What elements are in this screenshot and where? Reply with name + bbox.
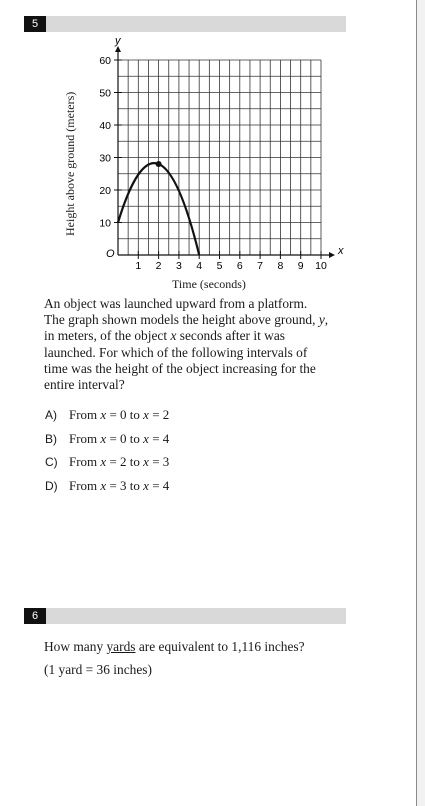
stem-line: The graph shown models the height above ground, xyxy=(44,312,319,328)
y-tick-label: 40 xyxy=(99,120,111,132)
page-edge xyxy=(416,0,425,806)
x-tick-label: 8 xyxy=(277,260,284,272)
header-band xyxy=(46,16,346,32)
choice-var: x xyxy=(143,454,149,469)
stem-line: seconds after it was xyxy=(176,328,285,344)
y-tick-label: 60 xyxy=(99,55,111,67)
x-tick-label: 3 xyxy=(175,260,182,272)
choice-text: From xyxy=(69,407,101,422)
x-tick-label: 10 xyxy=(315,260,327,272)
choice-var: x xyxy=(143,477,149,493)
question-6-header xyxy=(24,608,346,624)
y-tick-label: 30 xyxy=(99,152,111,165)
x-tick-label: 5 xyxy=(216,260,223,272)
answer-choices xyxy=(45,407,169,501)
stem-line: An object was launched upward from a platform. xyxy=(44,296,308,311)
choice-letter: B) xyxy=(45,431,57,446)
choice-text: = 4 xyxy=(148,430,170,446)
stem-var: x xyxy=(170,328,177,344)
stem-line: , xyxy=(324,312,329,328)
choice-text: From xyxy=(69,454,101,469)
choice-c[interactable] xyxy=(45,454,169,478)
choice-var: x xyxy=(143,407,149,422)
x-tick-label: 9 xyxy=(297,260,304,272)
x-tick-label: 2 xyxy=(155,260,162,272)
choice-var: x xyxy=(143,430,149,446)
x-tick-label: 4 xyxy=(196,260,203,272)
q6-conversion: (1 yard = 36 inches) xyxy=(44,662,152,677)
q6-text: How many xyxy=(44,639,107,654)
header-band xyxy=(46,608,346,624)
question-number: 6 xyxy=(24,608,46,624)
question-5-stem xyxy=(44,296,340,393)
x-tick-label: 6 xyxy=(236,260,243,272)
vertex-point xyxy=(156,161,162,167)
question-5-header xyxy=(24,16,346,32)
choice-text: = 3 xyxy=(148,454,170,469)
choice-letter: C) xyxy=(45,455,58,469)
choice-text: = 0 to xyxy=(106,407,144,422)
chart-svg xyxy=(60,35,344,296)
choice-text: = 2 xyxy=(148,407,170,422)
y-tick-label: 20 xyxy=(99,185,111,197)
choice-a[interactable] xyxy=(45,407,169,431)
choice-text: From xyxy=(69,477,101,493)
q6-text: are equivalent to 1,116 inches? xyxy=(135,639,305,654)
stem-line: time was the height of the object increasing for the xyxy=(44,360,316,376)
question-number: 5 xyxy=(24,16,46,32)
stem-line: entire interval? xyxy=(44,377,125,393)
choice-var: x xyxy=(100,477,107,493)
choice-var: x xyxy=(100,407,107,422)
x-axis-letter: x xyxy=(338,245,344,257)
y-tick-label: 10 xyxy=(99,217,111,230)
q6-underlined-word: yards xyxy=(106,639,136,654)
question-6-text xyxy=(44,635,305,681)
stem-var: y xyxy=(318,312,325,328)
x-axis-label: Time (seconds) xyxy=(172,277,246,291)
choice-text: From xyxy=(69,430,101,446)
choice-var: x xyxy=(100,454,107,469)
choice-text: = 4 xyxy=(148,477,170,493)
choice-text: = 0 to xyxy=(106,430,144,446)
y-axis-letter: y xyxy=(115,35,121,47)
choice-text: = 2 to xyxy=(106,454,144,469)
x-axis-arrow xyxy=(329,252,335,258)
origin-label: O xyxy=(106,248,115,260)
choice-b[interactable] xyxy=(45,431,169,455)
x-tick-label: 7 xyxy=(257,260,264,272)
stem-line: in meters, of the object xyxy=(44,328,171,344)
choice-letter: A) xyxy=(45,408,57,422)
y-axis-label: Height above ground (meters) xyxy=(63,91,77,236)
choice-text: = 3 to xyxy=(106,477,144,493)
x-tick-label: 1 xyxy=(135,260,142,272)
choice-d[interactable] xyxy=(45,478,169,502)
choice-var: x xyxy=(100,430,107,446)
stem-line: launched. For which of the following intervals of xyxy=(44,344,308,360)
y-tick-label: 50 xyxy=(99,87,111,100)
choice-letter: D) xyxy=(45,478,58,493)
height-graph xyxy=(60,35,344,296)
